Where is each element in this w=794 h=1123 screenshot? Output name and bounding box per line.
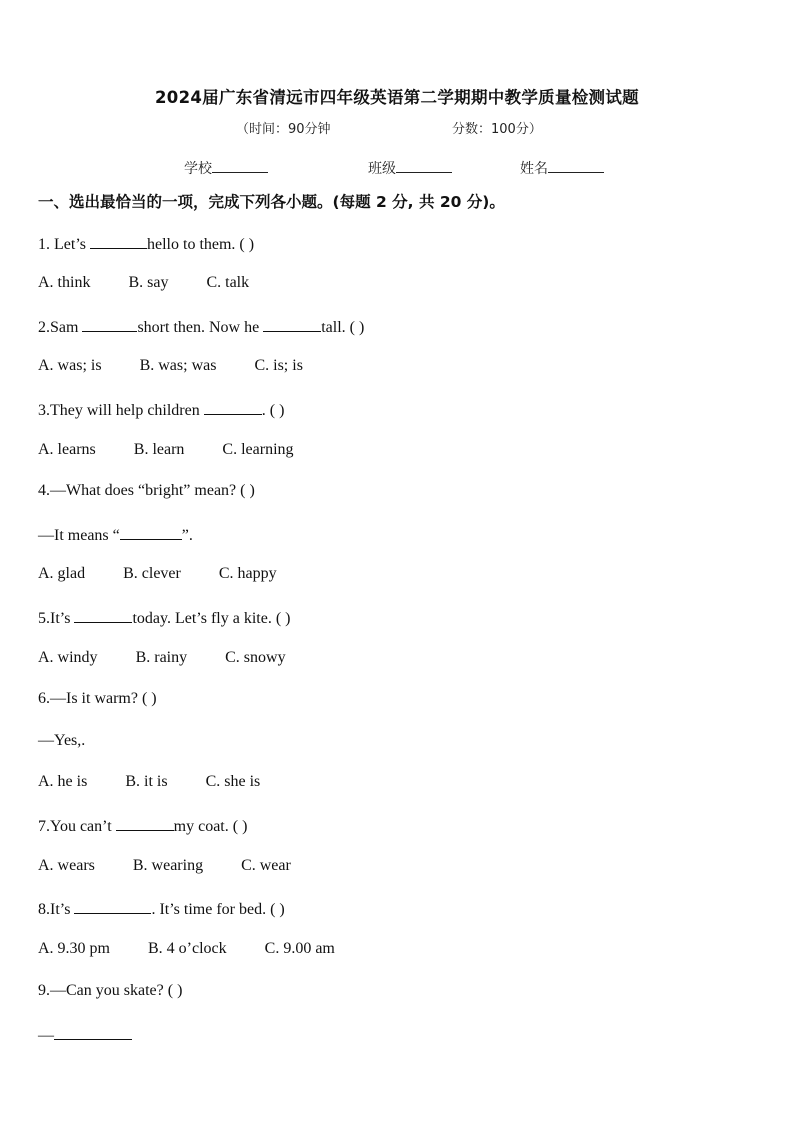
q6-options: [38, 773, 294, 791]
q2-blank-1[interactable]: [82, 316, 137, 332]
q6-answer-line: —Yes,.: [38, 732, 86, 749]
school-blank[interactable]: [212, 158, 268, 173]
q1-option-c[interactable]: C. talk: [206, 274, 250, 291]
q4-option-c[interactable]: C. happy: [218, 565, 277, 582]
school-field[interactable]: [184, 158, 268, 178]
question-5: [38, 607, 290, 628]
q4-answer-line: [38, 524, 193, 545]
q9-text-pre: —: [38, 1027, 54, 1044]
q4-text-post: ”.: [181, 527, 193, 544]
q8-text-pre: 8.It’s: [38, 901, 75, 918]
q2-options: [38, 357, 337, 375]
q5-option-a[interactable]: A. windy: [38, 649, 98, 666]
q2-option-c[interactable]: C. is; is: [254, 357, 303, 374]
q1-text-pre: 1. Let’s: [38, 236, 90, 253]
name-label: 姓名: [520, 161, 548, 177]
q4-option-a[interactable]: A. glad: [38, 565, 86, 582]
q9-blank[interactable]: [54, 1024, 132, 1040]
exam-title: 2024届广东省清远市四年级英语第二学期期中教学质量检测试题: [155, 88, 639, 107]
q1-option-b[interactable]: B. say: [128, 274, 169, 291]
q4-options: [38, 565, 311, 583]
q7-option-c[interactable]: C. wear: [241, 857, 291, 874]
question-1: [38, 233, 254, 254]
q8-options: [38, 940, 369, 958]
q4-blank[interactable]: [120, 524, 182, 540]
q5-options: [38, 649, 320, 667]
exam-time: （时间：90分钟: [236, 122, 331, 137]
q5-text-post: today. Let’s fly a kite. ( ): [132, 610, 291, 627]
q8-blank[interactable]: [74, 898, 151, 914]
q9-answer-line: [38, 1024, 132, 1045]
question-6: 6.—Is it warm? ( ): [38, 690, 157, 707]
q7-text-pre: 7.You can’t: [38, 818, 116, 835]
q7-option-b[interactable]: B. wearing: [132, 857, 204, 874]
question-8: [38, 898, 285, 919]
question-4: 4.—What does “bright” mean? ( ): [38, 482, 255, 499]
q3-option-a[interactable]: A. learns: [38, 441, 96, 458]
question-3: [38, 399, 284, 420]
exam-score: 分数：100分）: [452, 122, 542, 137]
section-heading: 一、选出最恰当的一项，完成下列各小题。(每题 2 分, 共 20 分)。: [38, 193, 505, 211]
class-blank[interactable]: [396, 158, 452, 173]
q2-option-a[interactable]: A. was; is: [38, 357, 102, 374]
q5-option-c[interactable]: C. snowy: [225, 649, 286, 666]
q7-options: [38, 857, 325, 875]
q4-text-pre: —It means “: [38, 527, 120, 544]
class-label: 班级: [368, 161, 396, 177]
q8-text-post: . It’s time for bed. ( ): [151, 901, 285, 918]
question-2: [38, 316, 364, 337]
q7-blank[interactable]: [116, 815, 174, 831]
q2-text-pre: 2.Sam: [38, 319, 83, 336]
q7-text-post: my coat. ( ): [173, 818, 248, 835]
q7-option-a[interactable]: A. wears: [38, 857, 95, 874]
q8-option-a[interactable]: A. 9.30 pm: [38, 940, 110, 957]
q6-option-c[interactable]: C. she is: [205, 773, 261, 790]
q8-option-b[interactable]: B. 4 o’clock: [148, 940, 227, 957]
q4-option-b[interactable]: B. clever: [123, 565, 181, 582]
q3-option-b[interactable]: B. learn: [133, 441, 185, 458]
q5-blank[interactable]: [74, 607, 132, 623]
q3-text-pre: 3.They will help children: [38, 402, 204, 419]
q1-text-post: hello to them. ( ): [147, 236, 255, 253]
q1-option-a[interactable]: A. think: [38, 274, 91, 291]
q3-blank[interactable]: [204, 399, 262, 415]
q6-option-a[interactable]: A. he is: [38, 773, 88, 790]
q3-options: [38, 441, 328, 459]
q5-text-pre: 5.It’s: [38, 610, 75, 627]
question-7: [38, 815, 247, 836]
q1-options: [38, 274, 283, 292]
q2-text-mid: short then. Now he: [137, 319, 264, 336]
q8-option-c[interactable]: C. 9.00 am: [264, 940, 335, 957]
q2-option-b[interactable]: B. was; was: [139, 357, 217, 374]
q3-option-c[interactable]: C. learning: [222, 441, 294, 458]
q3-text-post: . ( ): [261, 402, 285, 419]
name-blank[interactable]: [548, 158, 604, 173]
q1-blank[interactable]: [90, 233, 147, 249]
q5-option-b[interactable]: B. rainy: [135, 649, 188, 666]
school-label: 学校: [184, 161, 212, 177]
name-field[interactable]: [520, 158, 604, 178]
q2-blank-2[interactable]: [263, 316, 321, 332]
q6-option-b[interactable]: B. it is: [125, 773, 168, 790]
class-field[interactable]: [368, 158, 452, 178]
question-9: 9.—Can you skate? ( ): [38, 982, 183, 999]
q2-text-post: tall. ( ): [321, 319, 365, 336]
